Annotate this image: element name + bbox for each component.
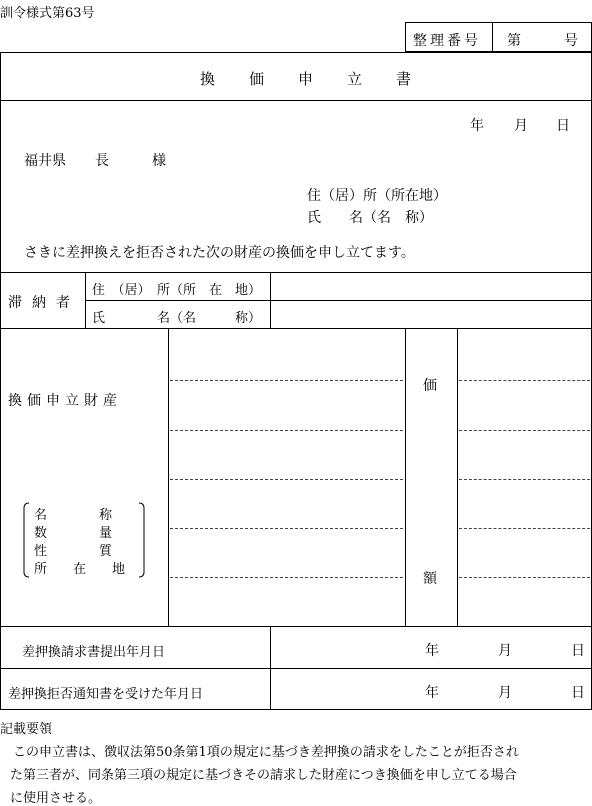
property-subitem-nature: 性 質 [34,544,113,559]
property-subitem-location: 所 在 地 [34,562,126,577]
addressee-honorific: 様 [152,153,166,169]
form-border [0,52,592,710]
price-entry-line [459,430,590,431]
notes-line-1: この申立書は、徴収法第50条第1項の規定に基づき差押換の請求をしたことが拒否され [0,745,519,760]
serial-prefix: 第 [507,33,521,49]
property-subitem-name: 名 称 [34,508,113,523]
addressee-chief: 長 [95,153,109,169]
row2-year: 年 [425,685,439,701]
date-year: 年 [470,118,484,134]
applicant-name-label: 氏 名（名 称） [307,210,433,226]
form-title: 換価申立書 [200,70,446,88]
price-entry-line [459,380,590,381]
row1-label: 差押換請求書提出年月日 [22,645,166,660]
serial-label: 整理番号 [413,33,481,49]
delinquent-top-line [0,272,592,273]
serial-suffix: 号 [564,33,578,49]
form-id: 訓令様式第63号 [0,6,95,21]
price-entry-line [459,479,590,480]
price-label-bottom: 額 [423,571,437,587]
price-entry-line [459,577,590,578]
property-top-line [0,328,592,329]
row2-month: 月 [498,685,512,701]
notes-heading: 記載要領 [0,722,53,737]
property-entry-line [170,430,403,431]
delinquent-mid-line [85,300,592,301]
row2-label: 差押換拒否通知書を受けた年月日 [8,687,204,702]
property-entry-line [170,380,403,381]
row2-top-line [0,668,592,669]
row1-month: 月 [498,643,512,659]
applicant-address-label: 住（居）所（所在地） [307,188,447,204]
date-month: 月 [514,118,528,134]
property-price-divider-left [405,328,406,626]
price-entry-line [459,528,590,529]
statement: さきに差押換えを拒否された次の財産の換価を申し立てます。 [24,245,415,261]
left-brace [22,502,30,582]
property-subitem-quantity: 数 量 [34,526,113,541]
delinquent-address-label: 住 （居） 所（所 在 地） [92,283,262,298]
property-entry-line [170,528,403,529]
notes-line-2: た第三者が、同条第三項の規定に基づきその請求した財産につき換価を申し立てる場合 [10,768,517,783]
property-entry-line [170,479,403,480]
right-brace [138,502,146,582]
property-label-divider [168,328,169,626]
serial-divider [492,22,493,52]
price-label-top: 価 [423,378,437,394]
row1-top-line [0,626,592,627]
title-divider [0,100,592,101]
property-entry-line [170,577,403,578]
delinquent-label: 滞納者 [8,295,80,311]
delinquent-name-label: 氏 名（名 称） [92,311,262,326]
row2-day: 日 [571,685,585,701]
notes-line-3: に使用させる。 [10,791,102,806]
row1-year: 年 [425,643,439,659]
addressee-pref: 福井県 [24,153,66,169]
property-label: 換価申立財産 [8,393,122,409]
date-day: 日 [556,118,570,134]
row1-day: 日 [571,643,585,659]
property-price-divider-right [457,328,458,626]
